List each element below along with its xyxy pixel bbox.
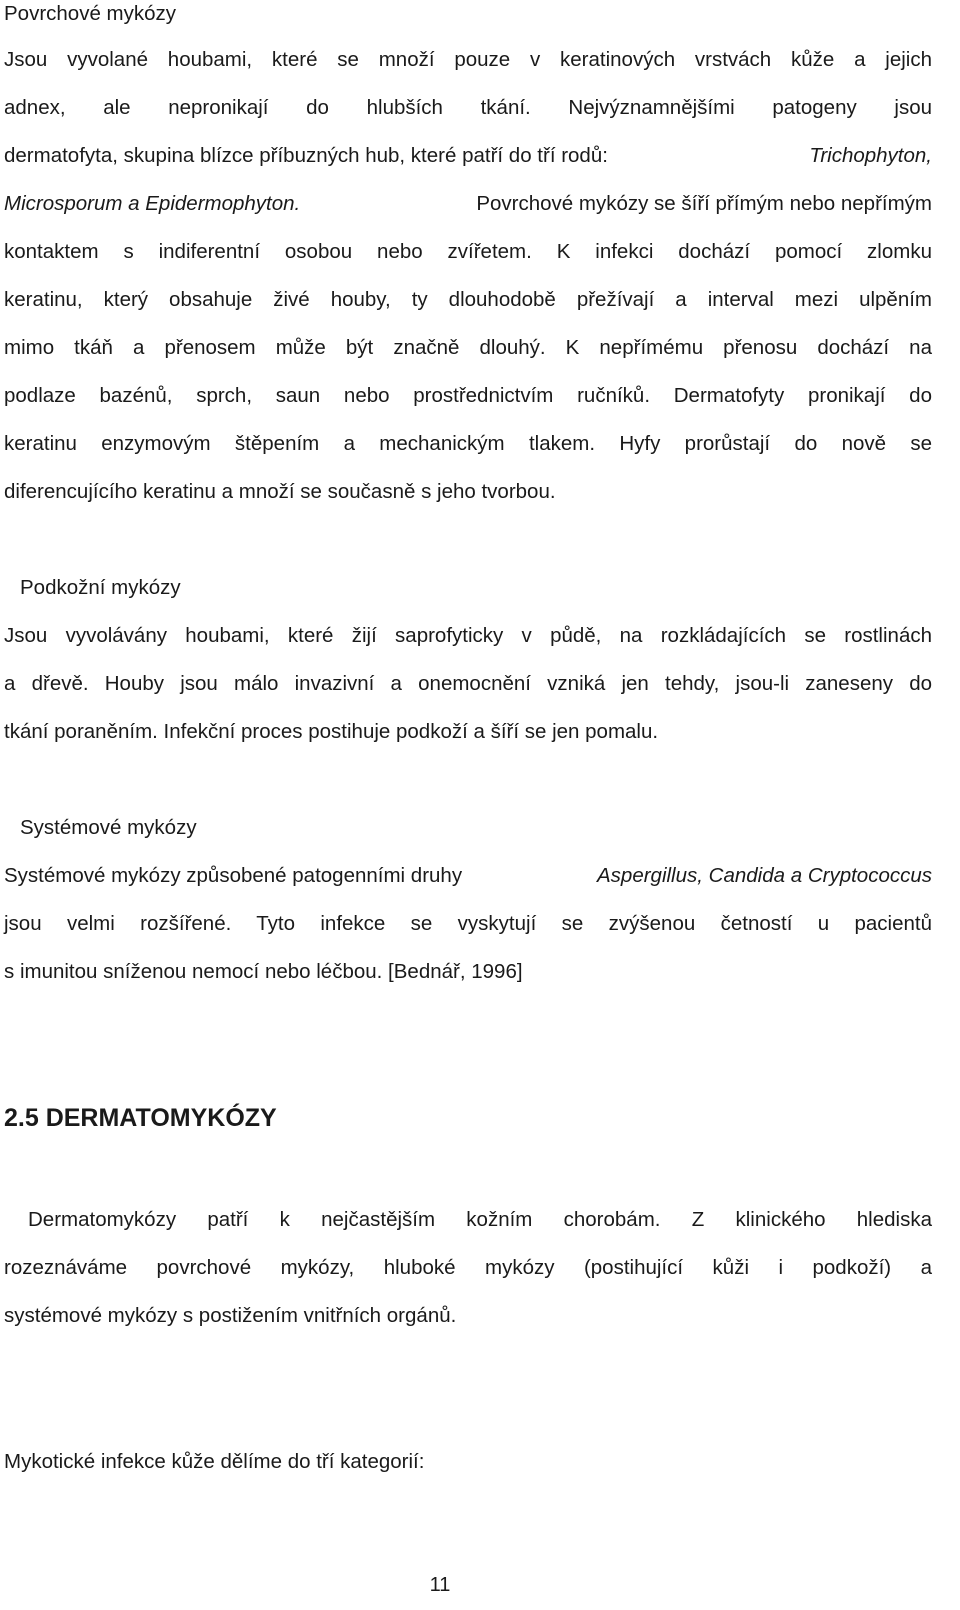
paragraph-line: mimo tkáň a přenosem může být značně dlouhý. K nepřímému přenosu dochází na xyxy=(4,336,932,359)
page-number: 11 xyxy=(429,1574,451,1596)
paragraph-text: dermatofyta, skupina blízce příbuzných hub, které patří do tří rodů: xyxy=(4,144,608,167)
paragraph-line: kontaktem s indiferentní osobou nebo zvířetem. K infekci dochází pomocí zlomku xyxy=(4,240,932,263)
heading-superficial-mycoses: Povrchové mykózy xyxy=(4,2,177,25)
paragraph-line-mixed xyxy=(4,190,932,218)
paragraph-line: diferencujícího keratinu a množí se současně s jeho tvorbou. xyxy=(4,480,556,503)
genus-name: Trichophyton, xyxy=(809,144,932,167)
paragraph-line: Jsou vyvolávány houbami, které žijí saprofyticky v půdě, na rozkládajících se rostlinách xyxy=(4,624,932,647)
paragraph-line: keratinu, který obsahuje živé houby, ty dlouhodobě přežívají a interval mezi ulpěním xyxy=(4,288,932,311)
paragraph-line-mixed xyxy=(4,142,932,170)
paragraph-line-mixed xyxy=(4,862,932,890)
paragraph-text: Systémové mykózy způsobené patogenními druhy xyxy=(4,864,463,887)
paragraph-line: a dřevě. Houby jsou málo invazivní a onemocnění vzniká jen tehdy, jsou-li zaneseny do xyxy=(4,672,932,695)
heading-systemic-mycoses: Systémové mykózy xyxy=(20,816,197,839)
paragraph-line: Jsou vyvolané houbami, které se množí pouze v keratinových vrstvách kůže a jejich xyxy=(4,48,932,71)
paragraph-line: rozeznáváme povrchové mykózy, hluboké mykózy (postihující kůži i podkoží) a xyxy=(4,1256,932,1279)
paragraph-line: podlaze bazénů, sprch, saun nebo prostřednictvím ručníků. Dermatofyty pronikají do xyxy=(4,384,932,407)
chapter-title: 2.5 DERMATOMYKÓZY xyxy=(4,1104,277,1132)
species-names: Aspergillus, Candida a Cryptococcus xyxy=(597,864,932,887)
paragraph-line: systémové mykózy s postižením vnitřních orgánů. xyxy=(4,1304,457,1327)
paragraph-line: Dermatomykózy patří k nejčastějším kožním chorobám. Z klinického hlediska xyxy=(28,1208,932,1231)
heading-subcutaneous-mycoses: Podkožní mykózy xyxy=(20,576,181,599)
paragraph-line: s imunitou sníženou nemocí nebo léčbou. [Bednář, 1996] xyxy=(4,960,523,983)
categories-intro: Mykotické infekce kůže dělíme do tří kategorií: xyxy=(4,1450,425,1473)
paragraph-line: keratinu enzymovým štěpením a mechanickým tlakem. Hyfy prorůstají do nově se xyxy=(4,432,932,455)
paragraph-text: Povrchové mykózy se šíří přímým nebo nepřímým xyxy=(476,192,932,215)
paragraph-line: jsou velmi rozšířené. Tyto infekce se vyskytují se zvýšenou četností u pacientů xyxy=(4,912,932,935)
paragraph-line: adnex, ale nepronikají do hlubších tkání. Nejvýznamnějšími patogeny jsou xyxy=(4,96,932,119)
genus-names: Microsporum a Epidermophyton. xyxy=(4,192,301,215)
paragraph-line: tkání poraněním. Infekční proces postihuje podkoží a šíří se jen pomalu. xyxy=(4,720,659,743)
